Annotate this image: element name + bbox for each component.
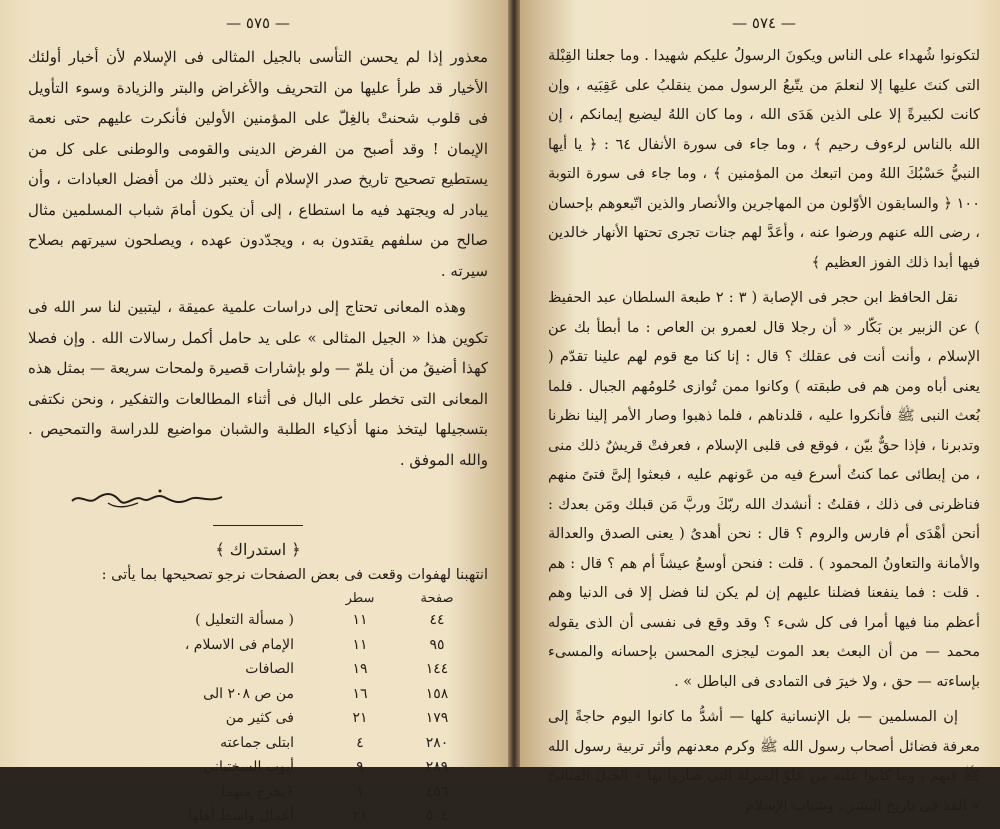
signature-image	[68, 483, 228, 513]
errata-intro: انتهبنا لهفوات وقعت فى بعض الصفحات نرجو تصحيحها بما يأتى :	[101, 567, 488, 583]
cell-text: ﴿يخرج منهما	[221, 783, 294, 800]
table-row	[78, 633, 478, 658]
table-header-row	[78, 589, 478, 608]
paragraph: إن المسلمين — بل الإنسانية كلها — أشدُّ ما كانوا اليوم حاجةً إلى معرفة فضائل أصحاب رسول الله ﷺ وكرم معدنهم وأثر تربية رسول الله ﷺ فيهم ، وما كانوا عليه من علوّ المنزلة التى صاروا بها « الجيلَ المثالىَّ » الفذ فى تاريخ البشر . وشباب الإسلام	[548, 709, 980, 814]
table-row	[78, 755, 478, 780]
cell-text: ابتلى جماعته	[220, 734, 294, 751]
cell-page: ٤٥٦	[425, 783, 449, 800]
page-number: — ٥٧٤ —	[732, 14, 796, 32]
divider	[213, 525, 303, 526]
cell-text: من ص ٢٠٨ الى	[203, 685, 294, 702]
cell-page: ١٤٤	[425, 661, 449, 678]
cell-page: ٢٨٠	[425, 734, 449, 751]
column-header-text	[78, 589, 324, 608]
cell-page: ٤٤	[429, 612, 445, 629]
cell-page: ١٥٨	[425, 685, 449, 702]
cell-page: ١٧٩	[425, 710, 449, 727]
cell-line: ١	[356, 783, 364, 800]
cell-page: ٥٠٤	[425, 808, 449, 825]
cell-text: أعمال واسط أهلها	[188, 808, 294, 825]
table-row	[78, 804, 478, 829]
page-number: — ٥٧٥ —	[226, 14, 290, 32]
paragraph: نقل الحافظ ابن حجر فى الإصابة ( ٣ : ٢ طبعة السلطان عبد الحفيظ ) عن الزبير بن بَكّار « أن رجلا قال لعمرو بن العاص : ما أبطأ بك عن الإسلام ، وأنت أنت فى عقلك ؟ قال : إنا كنا مع قوم لهم علينا تقدّم ( يعنى أباه ومن هم فى طبقته ) وكانوا ممن تُوازى حُلومُهم الجبال . فلما بُعث النبى ﷺ فأنكروا عليه ، قلدناهم ، فلما ذهبوا وصار الأمر إلينا نظرنا وتدبرنا ، فإذا حقٌّ بيّن ، فوقع فى قلبى الإسلام ، فعرفتْ قريشٌ ذلك منى ، من إبطائى عما كنتُ أسرع فيه من عَونهم عليه ، فبعثوا إلىَّ فتىً منهم فناظرنى فى ذلك ، فقلتُ : أنشدك الله ربّكَ وربَّ مَن قبلك ومَن بعدك : أنحن أهْدَى أم فارس والروم ؟ قال : نحن أهدىُ ( يعنى الصدق والعدالة والأمانة والتعاونُ المحمود ) . قلت : فنحن أوسعُ عيشاً أم هم ؟ قال : هم . قلت : فما ينفعنا فضلنا عليهم إن لم يكن لنا فضل إلا فى الدنيا وهم أعظم منا فيها أمرا فى كل شىء ؟ وقد وقع فى نفسى أن الذى يقوله محمد — من أن البعث بعد الموت ليجزى المحسن بإحسانه والمسىء بإساءته — حق ، ولا خيرَ فى التمادى فى الباطل » .	[548, 290, 980, 690]
cell-page: ٢٨٩	[425, 759, 449, 776]
column-header-page: صفحة	[420, 591, 454, 606]
cell-line: ١٦	[352, 685, 368, 702]
cell-line: ٢١	[352, 710, 368, 727]
table-row	[78, 608, 478, 633]
right-page	[520, 0, 1000, 814]
table-row	[78, 682, 478, 707]
cell-line: ١١	[352, 636, 368, 653]
cell-text: الصافات	[245, 661, 294, 678]
table-row	[78, 657, 478, 682]
column-header-line: سطر	[345, 591, 375, 606]
cell-text: ( مسألة التعليل )	[195, 612, 294, 629]
errata-title: ﴿ استدراك ﴾	[215, 540, 301, 559]
paragraph: معذور إذا لم يحسن التأسى بالجيل المثالى فى الإسلام لأن أخبار أولئك الأخيار قد طرأ عليها من التحريف والأغراض والبتر والزيادة وسوء التأويل فى قلوب شحنتْ بالغِلّ على المؤمنين الأولين فأنكرت عليهم حتى نعمة الإيمان ! وقد أصبح من الفرض الدينى والقومى والوطنى على كل من يستطيع تصحيح تاريخ صدر الإسلام أن يعتبر ذلك من أفضل العبادات ، وأن يبادر له ويجتهد فيه ما استطاع ، إلى أن يكون أمامَ شباب المسلمين مثال صالح من سلفهم يقتدون به ، ويجدّدون عهده ، ويصلحون سيرتهم بصلاح سيرته .	[28, 48, 488, 280]
cell-line: ١١	[352, 612, 368, 629]
cell-line: ٤	[356, 734, 364, 751]
book-gutter	[508, 0, 520, 767]
cell-line: ٢١	[352, 808, 368, 825]
cell-text: الإمام فى الاسلام ،	[184, 636, 294, 653]
cell-line: ٩	[356, 759, 364, 776]
errata-table	[78, 589, 478, 829]
cell-text: أيوب السختيانى	[203, 759, 294, 776]
table-row	[78, 706, 478, 731]
paragraph: لتكونوا شُهداء على الناس ويكونَ الرسولُ عليكم شهيدا . وما جعلنا القِبْلة التى كنتَ عليها إلا لنعلمَ من يتّبعُ الرسول ممن ينقلبُ على عَقِبَيه ، وإن كانت لكبيرةً إلا على الذين هَدَى الله ، وما كان اللهُ ليضيع إيمانكم ، إن الله بالناس لرءوف رحيم ﴾ ، وما جاء فى سورة الأنفال ٦٤ : ﴿ يا أيها النبيُّ حَسْبُكَ اللهُ ومن اتبعك من المؤمنين ﴾ ، وما جاء فى سورة التوبة ١٠٠ ﴿ والسابقون الأوّلون من المهاجرين والأنصار والذين اتّبعوهم بإحسان ، رضى الله عنهم ورضوا عنه ، وأعَدَّ لهم جنات تجرى تحتها الأنهار خالدين فيها أبدا ذلك الفوز العظيم ﴾	[548, 48, 981, 271]
table-row	[78, 731, 478, 756]
paragraph: وهذه المعانى تحتاج إلى دراسات علمية عميقة ، ليتبين لنا سر الله فى تكوين هذا « الجيل المثالى » على يد حامل أكمل رسالات الله . وإن فصلا كهذا أضيقُ من أن يلمّ — ولو بإشارات قصيرة ولمحات سريعة — بمثل هذه المعانى التى تخطر على البال فى أثناء المطالعات والتفكير ، ونحن نكتفى بتسجيلها ليتخذ منها أذكياء الطلبة والشبان مواضيع للدراسة والتمحيص . والله الموفق .	[28, 298, 488, 469]
cell-text: فى كثير من	[225, 710, 294, 727]
cell-page: ٩٥	[429, 636, 445, 653]
table-row	[78, 780, 478, 805]
cell-line: ١٩	[352, 661, 368, 678]
